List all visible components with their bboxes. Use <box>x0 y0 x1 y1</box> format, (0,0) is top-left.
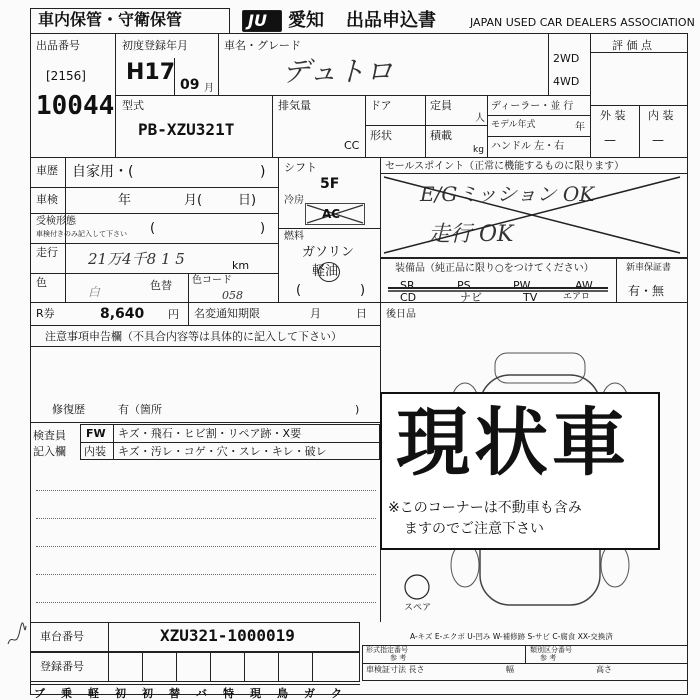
inspection-day: 日) <box>238 193 257 208</box>
bottom-marker: 鳥 <box>277 687 288 700</box>
vehicle-name-label: 車名・グレード <box>224 39 301 52</box>
category-ref: 参 考 <box>540 654 557 662</box>
drive-4wd: 4WD <box>553 75 580 88</box>
margin-scribble-icon <box>4 620 28 650</box>
bottom-marker: ガ <box>304 687 315 700</box>
repair-history-value: 有（箇所 <box>118 403 162 416</box>
as-is-stamp-note-1: ※このコーナーは不動車も含み <box>388 500 582 516</box>
lot-sub-number: [2156] <box>46 69 86 83</box>
ac-value: AC <box>322 207 341 221</box>
reform-close: ) <box>260 221 266 236</box>
name-change-month: 月 <box>310 307 321 320</box>
capacity-unit: 人 <box>475 113 485 124</box>
fuel-open: ( <box>296 283 302 298</box>
notes-label: 注意事項申告欄（不具合内容等は具体的に記入して下さい） <box>45 330 342 343</box>
bottom-marker: ク <box>331 687 342 700</box>
tax-label: R券 <box>36 307 55 320</box>
sales-point-line2: 走行 OK <box>428 222 514 247</box>
fuel-close: ) <box>360 283 366 298</box>
inspection-label: 車検 <box>36 193 58 206</box>
bottom-marker: 現 <box>250 687 261 700</box>
bottom-marker: 初 <box>115 687 126 700</box>
storage-label: 車内保管・守衛保管 <box>38 10 183 29</box>
repair-history-label: 修復歴 <box>52 403 85 416</box>
form-title: 出品申込書 <box>346 10 436 31</box>
bottom-marker-row <box>34 688 364 700</box>
reg-number-label: 登録番号 <box>40 660 84 673</box>
lot-number: 10044 <box>36 91 115 121</box>
inspection-month: 月( <box>184 193 203 208</box>
equipment-label: 装備品（純正品に限り○をつけてください） <box>395 263 594 274</box>
capacity-label: 定員 <box>430 99 452 112</box>
load-unit: kg <box>473 145 484 155</box>
lot-label: 出品番号 <box>36 39 80 52</box>
tax-value: 8,640 <box>100 306 145 322</box>
bottom-marker: ブ <box>34 687 45 700</box>
registration-year: H17 <box>126 60 176 85</box>
size-width-label: 幅 <box>506 665 514 674</box>
equipment-item-ps: PS <box>457 279 471 292</box>
vehicle-name-value: デュトロ <box>282 55 394 88</box>
inspector-interior-text: キズ・汚レ・コゲ・穴・スレ・キレ・破レ <box>118 445 327 458</box>
door-label: ドア <box>370 99 392 112</box>
sales-point-strike-icon <box>380 173 688 258</box>
bottom-marker: 乗 <box>61 687 72 700</box>
type-number-label: 形式指定番号 <box>366 646 408 654</box>
inspector-label-1: 検査員 <box>33 429 66 442</box>
name-change-day: 日 <box>356 307 367 320</box>
sales-point-label: セールスポイント（正常に機能するものに限ります） <box>385 161 625 172</box>
association-name: JAPAN USED CAR DEALERS ASSOCIATION <box>470 16 695 29</box>
equipment-item-aero: エアロ <box>563 292 591 302</box>
chassis-label: 車台番号 <box>40 630 84 643</box>
bottom-marker: 軽 <box>88 687 99 700</box>
fuel-label: 燃料 <box>284 231 304 242</box>
history-close: ) <box>260 164 266 180</box>
rating-interior-dash: — <box>652 133 664 147</box>
spare-tire-icon <box>402 572 432 602</box>
category-number-label: 類別区分番号 <box>530 646 572 654</box>
mileage-value: 21万4千8 1 5 <box>88 250 185 268</box>
bottom-marker: 特 <box>223 687 234 700</box>
as-is-stamp-title: 現状車 <box>396 400 630 486</box>
chassis-value: XZU321-1000019 <box>160 626 295 645</box>
tax-unit: 円 <box>168 308 179 321</box>
after-items-label: 後日品 <box>386 309 416 320</box>
rating-interior: 内 装 <box>648 109 674 122</box>
load-label: 積載 <box>430 129 452 142</box>
mileage-unit: km <box>232 259 250 272</box>
equipment-item-cd: CD <box>400 291 417 304</box>
warranty-value: 有・無 <box>628 284 665 298</box>
inspector-interior-label: 内装 <box>84 445 106 458</box>
model-value: PB-XZU321T <box>138 120 235 139</box>
equipment-item-sr: SR <box>400 279 415 292</box>
fuel-diesel: 軽油 <box>312 264 339 279</box>
drive-2wd: 2WD <box>553 52 580 65</box>
shift-label: シフト <box>284 161 317 174</box>
as-is-stamp-note-2: ますのでご注意下さい <box>404 521 544 537</box>
logo-mark-text: JU <box>248 11 267 30</box>
reform-open: ( <box>150 221 156 236</box>
color-code-value: 058 <box>222 289 243 302</box>
type-ref: 参 考 <box>390 654 407 662</box>
registration-month-unit: 月 <box>204 83 214 94</box>
name-change-label: 名変通知期限 <box>194 307 260 320</box>
rating-label: 評 価 点 <box>612 39 652 52</box>
shift-value: 5F <box>320 176 340 192</box>
model-label: 型式 <box>122 99 144 112</box>
handle-label: ハンドル 左・右 <box>491 141 565 152</box>
equipment-item-pw: PW <box>513 279 531 292</box>
logo-text: 愛知 <box>288 10 324 31</box>
history-label: 車歴 <box>36 164 58 177</box>
inspector-label-2: 記入欄 <box>33 445 66 458</box>
mileage-label: 走行 <box>36 246 58 259</box>
equipment-strike-icon <box>380 258 616 302</box>
color-repaint-label: 色替 <box>150 279 172 292</box>
bottom-marker: 替 <box>169 687 180 700</box>
fuel-gasoline: ガソリン <box>302 245 355 260</box>
sales-point-line1: E/Gミッション OK <box>420 182 595 206</box>
displacement-unit: CC <box>344 139 360 152</box>
reform-note: 車検付きのみ記入して下さい <box>36 230 127 238</box>
damage-legend: A-キズ E-エクボ U-凹み W-補修跡 S-サビ C-腐食 XX-交換済 <box>410 632 613 641</box>
spare-label: スペア <box>404 603 432 613</box>
displacement-label: 排気量 <box>278 99 311 112</box>
equipment-item-navi: ナビ <box>460 291 482 304</box>
warranty-label: 新車保証書 <box>626 263 672 273</box>
rating-exterior-dash: — <box>604 133 616 147</box>
repair-history-close: ) <box>355 403 360 416</box>
size-height-label: 高さ <box>596 665 612 674</box>
registration-label: 初度登録年月 <box>122 39 188 52</box>
inspection-year: 年 <box>118 193 132 208</box>
model-year-unit: 年 <box>575 122 585 133</box>
ac-label: 冷房 <box>284 195 304 206</box>
equipment-item-tv: TV <box>523 291 538 304</box>
model-year-label: モデル年式 <box>491 120 536 130</box>
inspector-fw-text: キズ・飛石・ヒビ割・リペア跡・X要 <box>118 427 302 440</box>
reform-label: 受検形態 <box>36 216 76 227</box>
history-value: 自家用・( <box>72 164 134 180</box>
inspector-fw-label: FW <box>86 427 106 440</box>
equipment-item-aw: AW <box>575 279 593 292</box>
dealer-label: ディーラー・並 行 <box>491 101 574 112</box>
shape-label: 形状 <box>370 129 392 142</box>
bottom-marker: バ <box>196 687 207 700</box>
registration-month: 09 <box>180 77 200 93</box>
color-code-label: 色コード <box>192 275 232 286</box>
color-label: 色 <box>36 276 47 289</box>
bottom-marker: 初 <box>142 687 153 700</box>
size-length-label: 車検証寸法 長さ <box>366 665 425 674</box>
color-value: 白 <box>88 285 101 299</box>
rating-exterior: 外 装 <box>600 109 626 122</box>
